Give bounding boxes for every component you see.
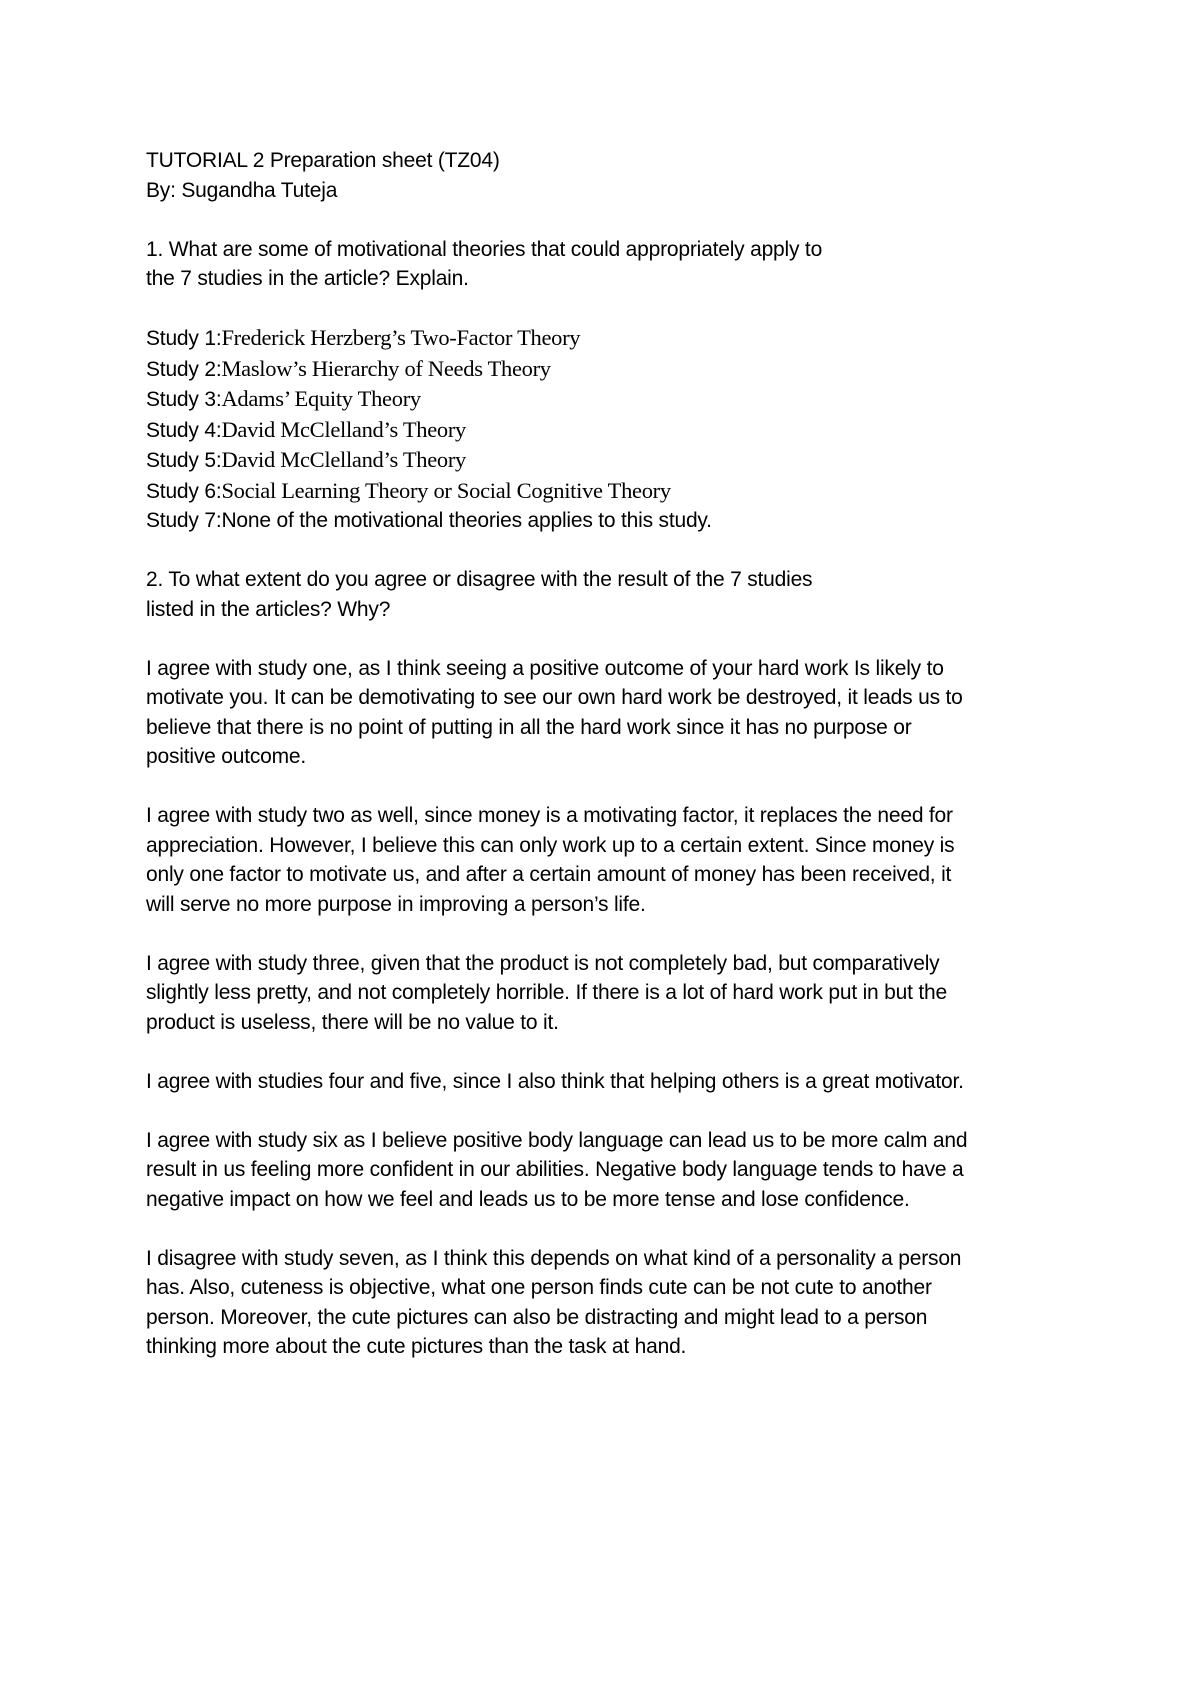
study-item-2 — [146, 354, 1066, 385]
document-header — [146, 146, 1066, 205]
question-1-line: 1. What are some of motivational theories that could appropriately apply to — [146, 237, 823, 261]
question-2-line: 2. To what extent do you agree or disagree with the result of the 7 studies — [146, 568, 813, 591]
study-item-4 — [146, 415, 1066, 446]
question-2-line: listed in the articles? Why? — [146, 597, 391, 621]
answer-paragraph-study-two — [146, 801, 1066, 919]
answer-paragraph-study-three — [146, 949, 1066, 1038]
paragraph-line: product is useless, there will be no value to it. — [146, 1010, 559, 1034]
answer-paragraph-study-seven — [146, 1244, 1066, 1362]
study-label: Study 7: — [146, 509, 222, 532]
study-item-7 — [146, 506, 1066, 536]
study-theory: Social Learning Theory or Social Cognitive Theory — [221, 477, 671, 503]
study-item-1 — [146, 323, 1066, 354]
paragraph-line: has. Also, cuteness is objective, what one person finds cute can be not cute to another — [146, 1276, 932, 1299]
paragraph-line: only one factor to motivate us, and after a certain amount of money has been received, it — [146, 863, 952, 886]
paragraph-line: will serve no more purpose in improving a person’s life. — [146, 892, 646, 916]
answer-paragraph-studies-four-five — [146, 1067, 1066, 1097]
paragraph-line: slightly less pretty, and not completely horrible. If there is a lot of hard work put in but the — [146, 981, 947, 1004]
answer-paragraph-study-one — [146, 654, 1066, 772]
paragraph-line: motivate you. It can be demotivating to see our own hard work be destroyed, it leads us to — [146, 686, 963, 709]
document-body — [146, 146, 1066, 1391]
study-label: Study 1: — [146, 327, 222, 350]
paragraph-line: I disagree with study seven, as I think this depends on what kind of a personality a person — [146, 1246, 962, 1270]
study-theory: Maslow’s Hierarchy of Needs Theory — [221, 355, 551, 381]
paragraph-line: I agree with study three, given that the product is not completely bad, but comparatively — [146, 951, 940, 975]
answer-paragraph-study-six — [146, 1126, 1066, 1215]
paragraph-line: positive outcome. — [146, 745, 307, 768]
paragraph-line: I agree with study one, as I think seeing a positive outcome of your hard work Is likely to — [146, 656, 944, 680]
paragraph-line: result in us feeling more confident in our abilities. Negative body language tends to have a — [146, 1158, 964, 1181]
study-theory: None of the motivational theories applies to this study. — [221, 509, 712, 532]
question-2 — [146, 565, 1066, 624]
study-item-3 — [146, 384, 1066, 415]
paragraph-line: person. Moreover, the cute pictures can also be distracting and might lead to a person — [146, 1305, 928, 1329]
document-author: By: Sugandha Tuteja — [146, 178, 338, 202]
paragraph-line: believe that there is no point of putting in all the hard work since it has no purpose or — [146, 715, 912, 739]
study-label: Study 5: — [146, 449, 222, 472]
paragraph-line: I agree with study two as well, since money is a motivating factor, it replaces the need for — [146, 804, 953, 827]
study-theory: David McClelland’s Theory — [221, 447, 466, 472]
paragraph-line: I agree with study six as I believe positive body language can lead us to be more calm and — [146, 1128, 968, 1152]
paragraph-line: thinking more about the cute pictures than the task at hand. — [146, 1335, 687, 1358]
study-item-5 — [146, 445, 1066, 476]
study-item-6 — [146, 476, 1066, 507]
question-1-line: the 7 studies in the article? Explain. — [146, 267, 469, 290]
study-label: Study 6: — [146, 479, 222, 503]
question-1 — [146, 235, 1066, 294]
study-theory: Adams’ Equity Theory — [221, 386, 421, 411]
study-label: Study 2: — [146, 357, 222, 381]
paragraph-line: negative impact on how we feel and leads us to be more tense and lose confidence. — [146, 1187, 910, 1211]
paragraph-line: I agree with studies four and five, since I also think that helping others is a great motivator. — [146, 1069, 964, 1093]
paragraph-line: appreciation. However, I believe this can only work up to a certain extent. Since money is — [146, 833, 955, 857]
document-title: TUTORIAL 2 Preparation sheet (TZ04) — [146, 149, 500, 172]
study-label: Study 3: — [146, 388, 222, 411]
study-theory: David McClelland’s Theory — [221, 416, 466, 442]
study-theory: Frederick Herzberg’s Two-Factor Theory — [221, 325, 581, 350]
study-list — [146, 323, 1066, 536]
study-label: Study 4: — [146, 418, 222, 442]
